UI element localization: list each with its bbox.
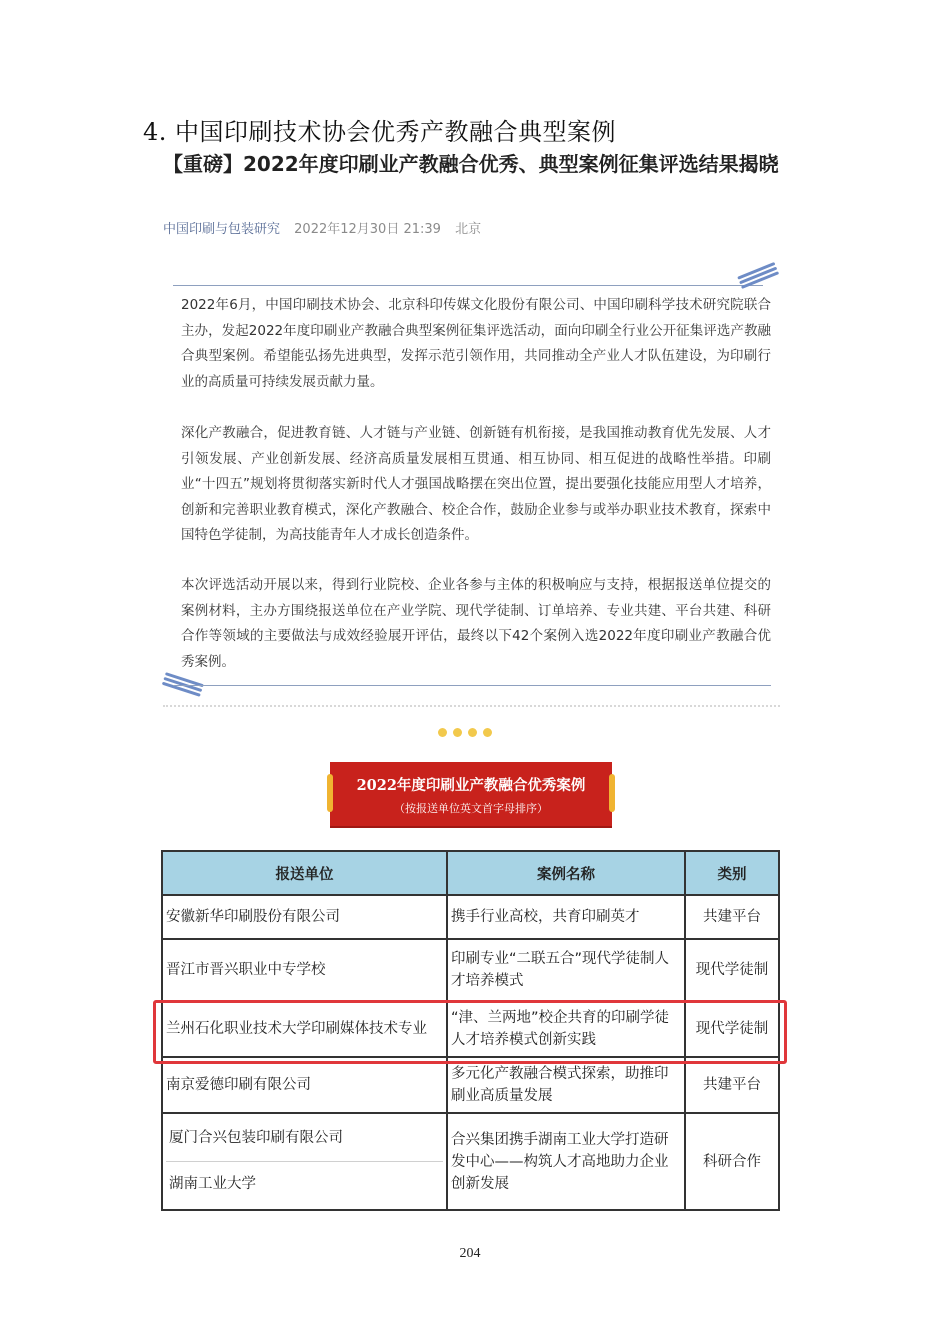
banner-tab-left [327, 774, 333, 812]
dot [438, 728, 447, 737]
cell-category: 现代学徒制 [685, 939, 779, 1001]
cell-category: 科研合作 [685, 1113, 779, 1210]
cell-unit: 安徽新华印刷股份有限公司 [162, 895, 447, 939]
article-title: 【重磅】2022年度印刷业产教融合优秀、典型案例征集评选结果揭晓 [163, 152, 779, 176]
bottom-divider [173, 685, 771, 686]
article-date: 2022年12月30日 21:39 [294, 222, 441, 237]
cell-case: 印刷专业“二联五合”现代学徒制人才培养模式 [447, 939, 685, 1001]
cell-category: 共建平台 [685, 1057, 779, 1113]
cell-unit: 晋江市晋兴职业中专学校 [162, 939, 447, 1001]
table-row [162, 1057, 779, 1113]
cell-case: 多元化产教融合模式探索，助推印刷业高质量发展 [447, 1057, 685, 1113]
table-row [162, 895, 779, 939]
dotted-divider [163, 705, 780, 707]
case-table [161, 850, 780, 1211]
banner-tab-right [609, 774, 615, 812]
cell-case: 合兴集团携手湖南工业大学打造研发中心——构筑人才高地助力企业创新发展 [447, 1113, 685, 1210]
banner-subtitle: （按报送单位英文首字母排序） [394, 802, 548, 815]
banner-title: 2022年度印刷业产教融合优秀案例 [356, 777, 586, 794]
cell-unit: 兰州石化职业技术大学印刷媒体技术专业 [162, 1001, 447, 1057]
cell-case: 携手行业高校，共育印刷英才 [447, 895, 685, 939]
intro-box [163, 265, 780, 705]
cell-case: “津、兰两地”校企共育的印刷学徒人才培养模式创新实践 [447, 1001, 685, 1057]
intro-paragraph-3: 本次评选活动开展以来，得到行业院校、企业各参与主体的积极响应与支持，根据报送单位提交的案例材料，主办方围绕报送单位在产业学院、现代学徒制、订单培养、专业共建、平台共建、科研合作等领域的主要做法与成效经验展开评估，最终以下42个案例入选2022年度印刷业产教融合优秀案例。 [181, 577, 771, 670]
cell-unit: 南京爱德印刷有限公司 [162, 1057, 447, 1113]
intro-paragraph-2: 深化产教融合，促进教育链、人才链与产业链、创新链有机衔接，是我国推动教育优先发展、人才引领发展、产业创新发展、经济高质量发展相互贯通、相互协同、相互促进的战略性举措。印刷业“十四五”规划将贯彻落实新时代人才强国战略摆在突出位置，提出要强化技能应用型人才培养，创新和完善职业教育模式，深化产教融合、校企合作，鼓励企业参与或举办职业技术教育，探索中国特色学徒制，为高技能青年人才成长创造条件。 [181, 425, 771, 543]
table-row [162, 1113, 779, 1210]
table-row [162, 939, 779, 1001]
cell-unit: 厦门合兴包装印刷有限公司 [166, 1116, 443, 1162]
article-location: 北京 [455, 222, 482, 237]
header-case: 案例名称 [447, 851, 685, 895]
page-number: 204 [459, 1246, 481, 1261]
dot [483, 728, 492, 737]
table-header-row [162, 851, 779, 895]
article-source[interactable]: 中国印刷与包装研究 [163, 222, 281, 237]
cell-category: 共建平台 [685, 895, 779, 939]
dot [468, 728, 477, 737]
cell-category: 现代学徒制 [685, 1001, 779, 1057]
case-list-banner [330, 762, 612, 826]
dot [453, 728, 462, 737]
header-unit: 报送单位 [162, 851, 447, 895]
top-divider [173, 285, 763, 286]
cell-unit-secondary: 湖南工业大学 [169, 1176, 256, 1192]
section-title: 4. 中国印刷技术协会优秀产教融合典型案例 [143, 118, 617, 146]
tape-decoration-bottom [162, 672, 204, 696]
dots-separator [438, 728, 492, 737]
header-category: 类别 [685, 851, 779, 895]
cell-unit-split [162, 1113, 447, 1210]
intro-paragraph-1: 2022年6月，中国印刷技术协会、北京科印传媒文化股份有限公司、中国印刷科学技术研究院联合主办，发起2022年度印刷业产教融合典型案例征集评选活动，面向印刷全行业公开征集评选产教融合典型案例。希望能弘扬先进典型，发挥示范引领作用，共同推动全产业人才队伍建设，为印刷行业的高质量可持续发展贡献力量。 [181, 297, 771, 390]
table-row [162, 1001, 779, 1057]
article-meta [163, 218, 481, 237]
